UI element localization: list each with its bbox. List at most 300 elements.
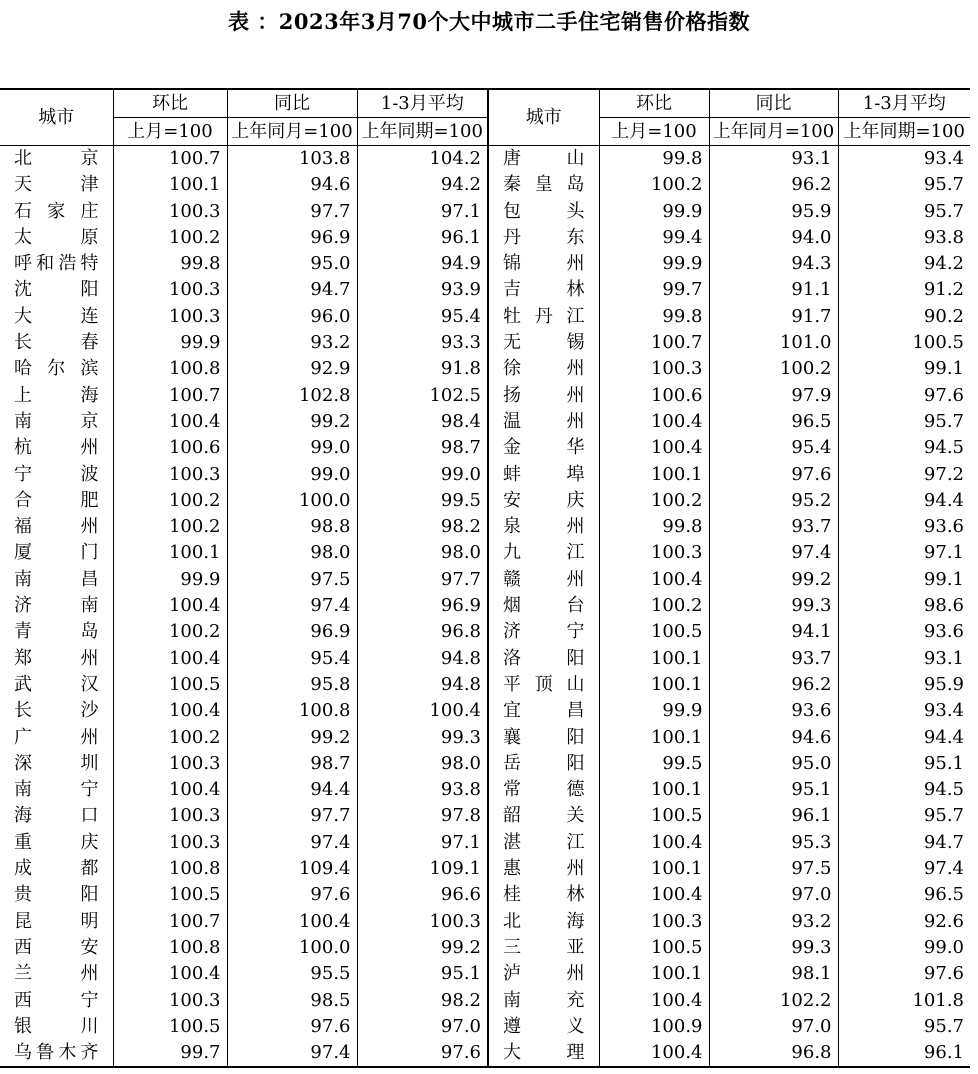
city-name-right: 赣州 <box>488 567 599 593</box>
table-row <box>0 988 970 1014</box>
table-row <box>0 935 970 961</box>
yoy-value-right: 93.7 <box>709 514 838 540</box>
yoy-value-left: 95.8 <box>227 672 357 698</box>
table-row <box>0 725 970 751</box>
city-name-right: 常德 <box>488 777 599 803</box>
yoy-value-right: 97.9 <box>709 383 838 409</box>
avg-value-left: 94.9 <box>357 251 488 277</box>
avg-value-right: 95.9 <box>838 672 970 698</box>
city-name-right: 泉州 <box>488 514 599 540</box>
city-name-right: 惠州 <box>488 856 599 882</box>
city-name-left: 长沙 <box>14 700 99 722</box>
mom-value-left: 100.7 <box>113 146 227 173</box>
city-name-right: 三亚 <box>488 935 599 961</box>
header-mom-left: 环比 <box>113 89 227 118</box>
yoy-value-left: 93.2 <box>227 330 357 356</box>
table-row <box>0 540 970 566</box>
yoy-value-right: 91.7 <box>709 304 838 330</box>
header-city-right: 城市 <box>488 89 599 146</box>
header-yoy-right: 同比 <box>709 89 838 118</box>
avg-value-right: 93.6 <box>838 619 970 645</box>
mom-value-left: 100.7 <box>113 383 227 409</box>
mom-value-left: 100.5 <box>113 672 227 698</box>
avg-value-right: 97.4 <box>838 856 970 882</box>
mom-value-left: 100.2 <box>113 488 227 514</box>
city-name-right: 金华 <box>488 435 599 461</box>
city-name-left: 上海 <box>14 384 99 406</box>
table-row <box>0 856 970 882</box>
yoy-value-left: 109.4 <box>227 856 357 882</box>
avg-value-right: 97.1 <box>838 540 970 566</box>
city-name-right: 韶关 <box>488 803 599 829</box>
table-row <box>0 1040 970 1067</box>
avg-value-left: 96.8 <box>357 619 488 645</box>
avg-value-left: 98.0 <box>357 540 488 566</box>
header-avg-base-left: 上年同期=100 <box>357 118 488 146</box>
yoy-value-right: 97.0 <box>709 1014 838 1040</box>
mom-value-left: 100.8 <box>113 356 227 382</box>
mom-value-left: 100.3 <box>113 304 227 330</box>
city-name-right: 秦皇岛 <box>488 172 599 198</box>
city-name-left: 福州 <box>14 516 99 538</box>
mom-value-right: 99.9 <box>599 199 709 225</box>
avg-value-left: 99.2 <box>357 935 488 961</box>
city-name-left: 成都 <box>14 858 99 880</box>
city-name-right: 洛阳 <box>488 646 599 672</box>
table-row <box>0 225 970 251</box>
mom-value-right: 100.6 <box>599 383 709 409</box>
mom-value-right: 100.1 <box>599 462 709 488</box>
mom-value-right: 100.4 <box>599 409 709 435</box>
yoy-value-left: 100.8 <box>227 698 357 724</box>
city-name-right: 扬州 <box>488 383 599 409</box>
mom-value-right: 100.2 <box>599 488 709 514</box>
yoy-value-right: 96.2 <box>709 672 838 698</box>
mom-value-left: 100.5 <box>113 882 227 908</box>
mom-value-left: 100.3 <box>113 830 227 856</box>
city-name-left: 北京 <box>14 148 99 169</box>
city-name-left: 深圳 <box>14 752 99 774</box>
city-name-right: 无锡 <box>488 330 599 356</box>
yoy-value-right: 95.4 <box>709 435 838 461</box>
city-name-left: 沈阳 <box>14 279 99 301</box>
mom-value-left: 100.6 <box>113 435 227 461</box>
avg-value-left: 96.9 <box>357 593 488 619</box>
yoy-value-left: 97.4 <box>227 1040 357 1067</box>
avg-value-right: 94.4 <box>838 488 970 514</box>
yoy-value-right: 94.0 <box>709 225 838 251</box>
avg-value-left: 97.6 <box>357 1040 488 1067</box>
city-name-right: 烟台 <box>488 593 599 619</box>
header-avg-left: 1-3月平均 <box>357 89 488 118</box>
yoy-value-right: 96.8 <box>709 1040 838 1067</box>
city-name-right: 徐州 <box>488 356 599 382</box>
yoy-value-left: 96.9 <box>227 619 357 645</box>
yoy-value-right: 95.9 <box>709 199 838 225</box>
avg-value-right: 99.1 <box>838 567 970 593</box>
mom-value-right: 100.9 <box>599 1014 709 1040</box>
mom-value-left: 100.3 <box>113 277 227 303</box>
city-name-right: 九江 <box>488 540 599 566</box>
avg-value-right: 95.7 <box>838 1014 970 1040</box>
mom-value-left: 100.7 <box>113 909 227 935</box>
city-name-left: 广州 <box>14 726 99 748</box>
table-row <box>0 619 970 645</box>
city-name-right: 泸州 <box>488 961 599 987</box>
mom-value-right: 100.2 <box>599 593 709 619</box>
yoy-value-right: 94.1 <box>709 619 838 645</box>
price-index-table <box>0 88 970 1068</box>
avg-value-left: 97.8 <box>357 803 488 829</box>
mom-value-right: 99.9 <box>599 251 709 277</box>
yoy-value-right: 98.1 <box>709 961 838 987</box>
avg-value-left: 93.8 <box>357 777 488 803</box>
yoy-value-left: 98.5 <box>227 988 357 1014</box>
avg-value-right: 97.2 <box>838 462 970 488</box>
avg-value-left: 98.0 <box>357 751 488 777</box>
mom-value-right: 100.4 <box>599 567 709 593</box>
yoy-value-left: 96.0 <box>227 304 357 330</box>
yoy-value-left: 100.4 <box>227 909 357 935</box>
yoy-value-left: 98.7 <box>227 751 357 777</box>
mom-value-right: 99.5 <box>599 751 709 777</box>
yoy-value-right: 95.3 <box>709 830 838 856</box>
city-name-left: 太原 <box>14 226 99 248</box>
yoy-value-right: 96.2 <box>709 172 838 198</box>
avg-value-right: 93.8 <box>838 225 970 251</box>
table-row <box>0 830 970 856</box>
yoy-value-right: 99.3 <box>709 935 838 961</box>
city-name-left: 厦门 <box>14 542 99 564</box>
city-name-left: 石家庄 <box>14 200 99 222</box>
avg-value-right: 93.6 <box>838 514 970 540</box>
mom-value-right: 99.8 <box>599 514 709 540</box>
avg-value-left: 98.4 <box>357 409 488 435</box>
mom-value-left: 100.5 <box>113 1014 227 1040</box>
mom-value-left: 100.3 <box>113 751 227 777</box>
table-row <box>0 462 970 488</box>
city-name-right: 温州 <box>488 409 599 435</box>
table-row <box>0 751 970 777</box>
city-name-right: 吉林 <box>488 277 599 303</box>
header-yoy-base-right: 上年同月=100 <box>709 118 838 146</box>
avg-value-right: 94.5 <box>838 777 970 803</box>
yoy-value-left: 94.6 <box>227 172 357 198</box>
mom-value-right: 100.2 <box>599 172 709 198</box>
yoy-value-left: 97.6 <box>227 882 357 908</box>
yoy-value-right: 93.2 <box>709 909 838 935</box>
mom-value-left: 100.8 <box>113 856 227 882</box>
mom-value-right: 100.3 <box>599 540 709 566</box>
city-name-right: 平顶山 <box>488 672 599 698</box>
yoy-value-right: 97.0 <box>709 882 838 908</box>
table-row <box>0 435 970 461</box>
mom-value-left: 100.4 <box>113 961 227 987</box>
avg-value-left: 104.2 <box>357 146 488 173</box>
yoy-value-right: 101.0 <box>709 330 838 356</box>
city-name-right: 济宁 <box>488 619 599 645</box>
avg-value-right: 94.7 <box>838 830 970 856</box>
city-name-left: 昆明 <box>14 910 99 932</box>
avg-value-left: 97.1 <box>357 199 488 225</box>
header-yoy-base-left: 上年同月=100 <box>227 118 357 146</box>
avg-value-left: 94.8 <box>357 646 488 672</box>
mom-value-left: 100.4 <box>113 698 227 724</box>
yoy-value-right: 95.1 <box>709 777 838 803</box>
mom-value-left: 100.1 <box>113 540 227 566</box>
city-name-left: 西宁 <box>14 989 99 1011</box>
table-row <box>0 803 970 829</box>
mom-value-right: 100.5 <box>599 619 709 645</box>
city-name-right: 宜昌 <box>488 698 599 724</box>
avg-value-right: 95.7 <box>838 199 970 225</box>
mom-value-right: 100.4 <box>599 988 709 1014</box>
yoy-value-left: 97.4 <box>227 830 357 856</box>
mom-value-right: 100.1 <box>599 856 709 882</box>
yoy-value-left: 97.6 <box>227 1014 357 1040</box>
table-row <box>0 909 970 935</box>
city-name-right: 包头 <box>488 199 599 225</box>
mom-value-left: 100.3 <box>113 803 227 829</box>
table-row <box>0 146 970 173</box>
mom-value-right: 100.4 <box>599 435 709 461</box>
avg-value-left: 94.8 <box>357 672 488 698</box>
mom-value-left: 100.4 <box>113 593 227 619</box>
table-row <box>0 304 970 330</box>
table-row <box>0 488 970 514</box>
city-name-left: 呼和浩特 <box>14 253 99 275</box>
table-row <box>0 199 970 225</box>
mom-value-right: 99.9 <box>599 698 709 724</box>
city-name-left: 青岛 <box>14 621 99 643</box>
yoy-value-left: 99.2 <box>227 409 357 435</box>
avg-value-left: 99.0 <box>357 462 488 488</box>
avg-value-left: 98.2 <box>357 514 488 540</box>
city-name-left: 济南 <box>14 595 99 617</box>
yoy-value-right: 94.6 <box>709 725 838 751</box>
mom-value-right: 100.3 <box>599 909 709 935</box>
mom-value-right: 100.4 <box>599 882 709 908</box>
avg-value-left: 95.1 <box>357 961 488 987</box>
yoy-value-left: 95.5 <box>227 961 357 987</box>
mom-value-left: 100.8 <box>113 935 227 961</box>
yoy-value-right: 91.1 <box>709 277 838 303</box>
yoy-value-left: 95.4 <box>227 646 357 672</box>
city-name-right: 锦州 <box>488 251 599 277</box>
city-name-right: 蚌埠 <box>488 462 599 488</box>
header-mom-right: 环比 <box>599 89 709 118</box>
mom-value-right: 100.5 <box>599 803 709 829</box>
city-name-right: 南充 <box>488 988 599 1014</box>
mom-value-left: 100.2 <box>113 725 227 751</box>
table-title: 表 ：2023年3月70个大中城市二手住宅销售价格指数 <box>227 9 751 34</box>
header-yoy-left: 同比 <box>227 89 357 118</box>
avg-value-right: 94.2 <box>838 251 970 277</box>
yoy-value-right: 99.2 <box>709 567 838 593</box>
table-row <box>0 646 970 672</box>
mom-value-right: 100.4 <box>599 830 709 856</box>
city-name-left: 长春 <box>14 332 99 354</box>
avg-value-right: 100.5 <box>838 330 970 356</box>
mom-value-left: 99.9 <box>113 567 227 593</box>
table-row <box>0 593 970 619</box>
avg-value-left: 100.3 <box>357 909 488 935</box>
city-name-right: 遵义 <box>488 1014 599 1040</box>
yoy-value-left: 99.0 <box>227 462 357 488</box>
city-name-left: 武汉 <box>14 673 99 695</box>
mom-value-right: 100.1 <box>599 672 709 698</box>
yoy-value-right: 97.4 <box>709 540 838 566</box>
avg-value-right: 95.1 <box>838 751 970 777</box>
mom-value-right: 100.7 <box>599 330 709 356</box>
mom-value-right: 100.3 <box>599 356 709 382</box>
avg-value-right: 92.6 <box>838 909 970 935</box>
mom-value-left: 100.3 <box>113 988 227 1014</box>
avg-value-left: 96.1 <box>357 225 488 251</box>
mom-value-right: 99.8 <box>599 304 709 330</box>
table-row <box>0 172 970 198</box>
city-name-left: 海口 <box>14 805 99 827</box>
avg-value-right: 90.2 <box>838 304 970 330</box>
city-name-right: 襄阳 <box>488 725 599 751</box>
header-avg-base-right: 上年同期=100 <box>838 118 970 146</box>
yoy-value-left: 103.8 <box>227 146 357 173</box>
city-name-left: 大连 <box>14 305 99 327</box>
mom-value-left: 100.2 <box>113 619 227 645</box>
city-name-left: 天津 <box>14 174 99 196</box>
mom-value-right: 99.4 <box>599 225 709 251</box>
avg-value-left: 98.7 <box>357 435 488 461</box>
avg-value-left: 97.0 <box>357 1014 488 1040</box>
mom-value-right: 100.5 <box>599 935 709 961</box>
yoy-value-left: 96.9 <box>227 225 357 251</box>
city-name-left: 哈尔滨 <box>14 358 99 380</box>
yoy-value-right: 97.6 <box>709 462 838 488</box>
mom-value-left: 100.3 <box>113 462 227 488</box>
yoy-value-left: 98.0 <box>227 540 357 566</box>
yoy-value-left: 100.0 <box>227 488 357 514</box>
yoy-value-right: 93.6 <box>709 698 838 724</box>
table-row <box>0 567 970 593</box>
table-row <box>0 514 970 540</box>
avg-value-right: 95.7 <box>838 409 970 435</box>
yoy-value-left: 99.2 <box>227 725 357 751</box>
avg-value-left: 94.2 <box>357 172 488 198</box>
mom-value-left: 99.7 <box>113 1040 227 1067</box>
mom-value-right: 99.7 <box>599 277 709 303</box>
header-mom-base-right: 上月=100 <box>599 118 709 146</box>
mom-value-left: 100.3 <box>113 199 227 225</box>
avg-value-left: 109.1 <box>357 856 488 882</box>
avg-value-right: 96.5 <box>838 882 970 908</box>
yoy-value-right: 93.1 <box>709 146 838 173</box>
avg-value-right: 98.6 <box>838 593 970 619</box>
city-name-left: 杭州 <box>14 437 99 459</box>
city-name-left: 南昌 <box>14 568 99 590</box>
avg-value-right: 91.2 <box>838 277 970 303</box>
avg-value-left: 91.8 <box>357 356 488 382</box>
yoy-value-right: 100.2 <box>709 356 838 382</box>
table-row <box>0 251 970 277</box>
city-name-left: 郑州 <box>14 647 99 669</box>
table-row <box>0 882 970 908</box>
city-name-left: 西安 <box>14 936 99 958</box>
table-row <box>0 330 970 356</box>
avg-value-left: 97.7 <box>357 567 488 593</box>
yoy-value-left: 99.0 <box>227 435 357 461</box>
mom-value-left: 100.4 <box>113 646 227 672</box>
yoy-value-left: 100.0 <box>227 935 357 961</box>
yoy-value-right: 99.3 <box>709 593 838 619</box>
city-name-left: 南京 <box>14 410 99 432</box>
table-row <box>0 672 970 698</box>
city-name-right: 唐山 <box>488 146 599 173</box>
yoy-value-right: 94.3 <box>709 251 838 277</box>
city-name-right: 大理 <box>488 1040 599 1067</box>
mom-value-right: 100.1 <box>599 725 709 751</box>
table-row <box>0 961 970 987</box>
yoy-value-right: 95.0 <box>709 751 838 777</box>
yoy-value-left: 92.9 <box>227 356 357 382</box>
yoy-value-left: 97.4 <box>227 593 357 619</box>
city-name-left: 宁波 <box>14 463 99 485</box>
avg-value-left: 100.4 <box>357 698 488 724</box>
avg-value-right: 94.4 <box>838 725 970 751</box>
city-name-left: 南宁 <box>14 779 99 801</box>
avg-value-right: 97.6 <box>838 961 970 987</box>
mom-value-left: 99.9 <box>113 330 227 356</box>
city-name-right: 牡丹江 <box>488 304 599 330</box>
mom-value-left: 100.4 <box>113 409 227 435</box>
yoy-value-right: 96.1 <box>709 803 838 829</box>
avg-value-right: 101.8 <box>838 988 970 1014</box>
avg-value-right: 95.7 <box>838 803 970 829</box>
avg-value-right: 99.0 <box>838 935 970 961</box>
city-name-left: 乌鲁木齐 <box>14 1042 99 1064</box>
table-body <box>0 146 970 1068</box>
mom-value-left: 100.4 <box>113 777 227 803</box>
table-row <box>0 383 970 409</box>
yoy-value-right: 93.7 <box>709 646 838 672</box>
mom-value-left: 100.1 <box>113 172 227 198</box>
avg-value-right: 97.6 <box>838 383 970 409</box>
city-name-right: 安庆 <box>488 488 599 514</box>
yoy-value-right: 95.2 <box>709 488 838 514</box>
mom-value-right: 99.8 <box>599 146 709 173</box>
header-city-left: 城市 <box>0 89 113 146</box>
mom-value-left: 100.2 <box>113 514 227 540</box>
avg-value-right: 94.5 <box>838 435 970 461</box>
header-mom-base-left: 上月=100 <box>113 118 227 146</box>
avg-value-left: 99.5 <box>357 488 488 514</box>
yoy-value-left: 97.7 <box>227 199 357 225</box>
yoy-value-left: 98.8 <box>227 514 357 540</box>
mom-value-left: 100.2 <box>113 225 227 251</box>
yoy-value-right: 96.5 <box>709 409 838 435</box>
yoy-value-left: 102.8 <box>227 383 357 409</box>
mom-value-right: 100.1 <box>599 646 709 672</box>
city-name-right: 桂林 <box>488 882 599 908</box>
table-row <box>0 698 970 724</box>
avg-value-left: 99.3 <box>357 725 488 751</box>
city-name-left: 重庆 <box>14 831 99 853</box>
avg-value-left: 95.4 <box>357 304 488 330</box>
header-avg-right: 1-3月平均 <box>838 89 970 118</box>
avg-value-left: 93.9 <box>357 277 488 303</box>
table-row <box>0 1014 970 1040</box>
avg-value-left: 102.5 <box>357 383 488 409</box>
yoy-value-right: 102.2 <box>709 988 838 1014</box>
